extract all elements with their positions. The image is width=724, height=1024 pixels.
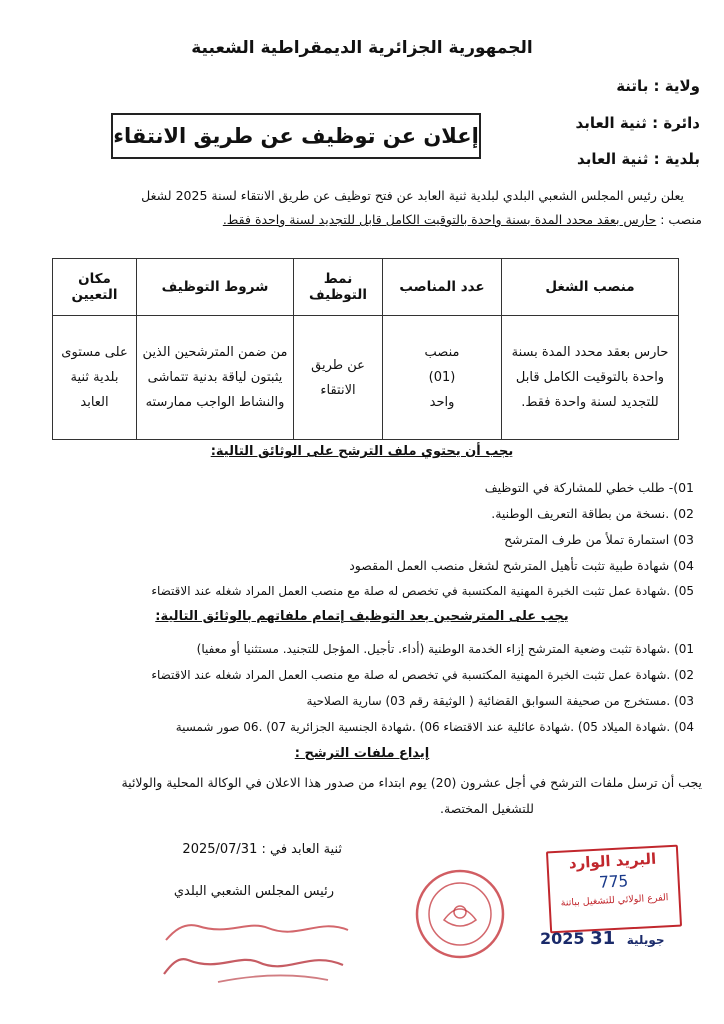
cell-place: على مستوى بلدية ثنية العابد <box>53 316 137 440</box>
cell-post: حارس بعقد محدد المدة بسنة واحدة بالتوقيت الكامل قابل للتجديد لسنة واحدة فقط. <box>502 316 679 440</box>
signatory-role: رئيس المجلس الشعبي البلدي <box>173 884 334 899</box>
section-1-title: يجب أن يحتوي ملف الترشح على الوثائق التالية: <box>210 444 514 459</box>
incoming-mail-stamp <box>546 845 682 934</box>
announcement-title: إعلان عن توظيف عن طريق الانتقاء <box>111 113 481 159</box>
section-1-item-5: 05) .شهادة عمل تثبت الخبرة المهنية المكتسبة في تخصص له صلة مع منصب العمل المراد شغله عند الاقتضاء <box>151 584 694 598</box>
stamp-number: 775 <box>598 871 629 892</box>
section-3-title: إيداع ملفات الترشح : <box>294 746 430 761</box>
daira-label: دائرة : ثنية العابد <box>575 114 700 132</box>
stamp-date-day: 31 <box>590 928 616 949</box>
intro-post-prefix: منصب : <box>660 212 702 227</box>
col-header-conditions: شروط التوظيف <box>137 259 294 316</box>
section-2-item-2: 02) .شهادة عمل تثبت الخبرة المهنية المكتسبة في تخصص له صلة مع منصب العمل المراد شغله عند الاقتضاء <box>151 668 694 682</box>
section-1-item-1: 01)- طلب خطي للمشاركة في التوظيف <box>484 480 694 495</box>
cell-count-line-1: منصب <box>424 345 460 360</box>
cell-count-line-2: (01) <box>428 370 456 385</box>
section-1-item-3: 03) استمارة تملأ من طرف المترشح <box>504 532 694 547</box>
deposit-line-1: يجب أن ترسل ملفات الترشح في أجل عشرون (20) يوم ابتداء من صدور هذا الاعلان في الوكالة المحلية والولائية <box>121 775 702 790</box>
cell-count-line-3: واحد <box>429 395 455 410</box>
jobs-table <box>52 258 679 440</box>
col-header-mode: نمط التوظيف <box>294 259 383 316</box>
col-header-place: مكان التعيين <box>53 259 137 316</box>
stamp-date-year: 2025 <box>540 929 585 948</box>
handwritten-signature-icon <box>158 910 358 990</box>
official-seal-icon <box>414 868 506 960</box>
col-header-post: منصب الشغل <box>502 259 679 316</box>
place-date: ثنية العابد في : 2025/07/31 <box>182 842 342 857</box>
intro-post-title: حارس بعقد محدد المدة بسنة واحدة بالتوقيت الكامل قابل للتجديد لسنة واحدة فقط. <box>222 212 657 227</box>
stamp-date-month: جويلية <box>626 933 665 947</box>
republic-heading: الجمهورية الجزائرية الديمقراطية الشعبية <box>191 38 533 58</box>
intro-line-2 <box>223 212 702 227</box>
section-2-item-1: 01) .شهادة تثبت وضعية المترشح إزاء الخدمة الوطنية (أداء. تأجيل. المؤجل للتجنيد. مستثنيا أو معفيا) <box>196 642 694 656</box>
wilaya-label: ولاية : باتنة <box>616 77 700 95</box>
cell-conditions: من ضمن المترشحين الذين يثبتون لياقة بدنية تتماشى والنشاط الواجب ممارسته <box>137 316 294 440</box>
section-2-title: يجب على المترشحين بعد التوظيف إتمام ملفاتهم بالوثائق التالية: <box>155 609 569 624</box>
stamp-branch: الفرع الولائي للتشغيل بباتنة <box>560 892 669 909</box>
section-2-item-4: 04) .شهادة الميلاد 05) .شهادة عائلية عند الاقتضاء 06) .شهادة الجنسية الجزائرية 07) .06 صور شمسية <box>175 720 694 734</box>
table-row <box>53 316 679 440</box>
col-header-count: عدد المناصب <box>383 259 502 316</box>
cell-mode: عن طريق الانتقاء <box>294 316 383 440</box>
section-1-item-2: 02) .نسخة من بطاقة التعريف الوطنية. <box>491 506 694 521</box>
table-header-row <box>53 259 679 316</box>
baladiya-label: بلدية : ثنية العابد <box>577 150 700 168</box>
deposit-line-2: للتشغيل المختصة. <box>440 801 534 816</box>
stamp-date <box>540 928 671 949</box>
cell-count <box>383 316 502 440</box>
section-2-item-3: 03) .مستخرج من صحيفة السوابق القضائية ( الوثيقة رقم 03) سارية الصلاحية <box>306 694 694 708</box>
intro-line-1: يعلن رئيس المجلس الشعبي البلدي لبلدية ثنية العابد عن فتح توظيف عن طريق الانتقاء لسنة 2025 لشغل <box>141 188 684 203</box>
section-1-item-4: 04) شهادة طبية تثبت تأهيل المترشح لشغل منصب العمل المقصود <box>349 558 694 573</box>
stamp-title: البريد الوارد <box>568 849 657 873</box>
